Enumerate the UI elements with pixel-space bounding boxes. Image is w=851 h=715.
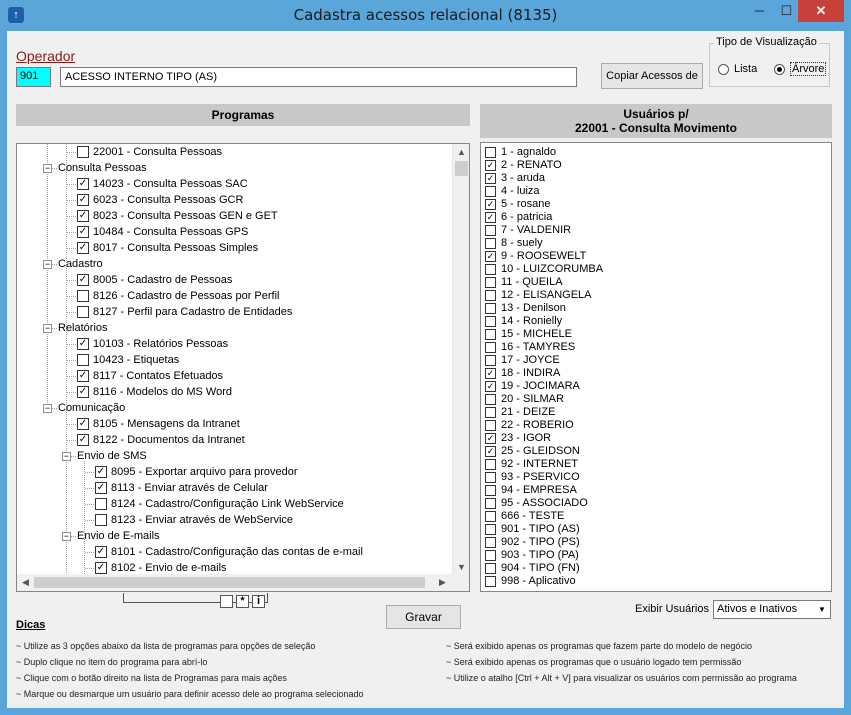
tree-vertical-scrollbar[interactable] (452, 144, 469, 576)
user-checkbox[interactable] (485, 420, 496, 431)
program-label: 8095 - Exportar arquivo para provedor (111, 466, 298, 478)
program-label: 6023 - Consulta Pessoas GCR (93, 194, 244, 206)
program-checkbox[interactable]: ✓ (78, 210, 88, 221)
program-checkbox[interactable]: ✓ (96, 562, 106, 573)
program-checkbox[interactable]: ✓ (78, 242, 88, 253)
user-checkbox[interactable] (485, 485, 496, 496)
program-label: 8126 - Cadastro de Pessoas por Perfil (93, 290, 280, 302)
program-label: 8102 - Envio de e-mails (111, 562, 227, 574)
user-label: 10 - LUIZCORUMBA (501, 263, 604, 275)
program-checkbox[interactable]: ✓ (78, 386, 88, 397)
tree-group-label: Cadastro (58, 258, 103, 270)
program-label: 8127 - Perfil para Cadastro de Entidades (93, 306, 293, 318)
tree-option-star-button[interactable]: * (236, 595, 249, 608)
user-checkbox[interactable] (485, 186, 496, 197)
user-label: 9 - ROOSEWELT (501, 250, 587, 262)
scroll-left-icon[interactable]: ◀ (22, 577, 29, 587)
exibir-usuarios-label: Exibir Usuários (635, 603, 709, 615)
program-label: 8122 - Documentos da Intranet (93, 434, 245, 446)
user-checkbox[interactable] (485, 576, 496, 587)
user-label: 18 - INDIRA (501, 367, 561, 379)
user-label: 902 - TIPO (PS) (501, 536, 580, 548)
tree-group-label: Envio de E-mails (77, 530, 160, 542)
user-checkbox[interactable] (485, 472, 496, 483)
program-checkbox[interactable] (77, 290, 89, 302)
user-label: 6 - patricia (501, 211, 553, 223)
tree-hscroll-thumb[interactable] (34, 577, 425, 588)
user-checkbox[interactable] (485, 342, 496, 353)
radio-arvore[interactable] (774, 64, 785, 75)
tree-horizontal-scrollbar[interactable] (17, 574, 470, 591)
program-label: 22001 - Consulta Pessoas (93, 146, 223, 158)
tree-group-label: Comunicação (58, 402, 126, 414)
user-checkbox[interactable]: ✓ (486, 199, 495, 209)
user-checkbox[interactable] (485, 394, 496, 405)
program-label: 10103 - Relatórios Pessoas (93, 338, 229, 350)
radio-arvore-label[interactable]: Árvore (792, 63, 825, 75)
operador-code-input[interactable]: 901 (16, 67, 51, 87)
minimize-button[interactable]: ─ (754, 3, 765, 18)
radio-lista[interactable] (718, 64, 729, 75)
user-checkbox[interactable]: ✓ (486, 446, 495, 456)
user-checkbox[interactable]: ✓ (486, 173, 495, 183)
user-label: 13 - Denilson (501, 302, 566, 314)
user-label: 95 - ASSOCIADO (501, 497, 588, 509)
usuarios-header-line2: 22001 - Consulta Movimento (574, 121, 738, 135)
program-checkbox[interactable]: ✓ (78, 418, 88, 429)
dica-item: ~ Será exibido apenas os programas que o usuário logado tem permissão (446, 657, 742, 667)
dica-item: ~ Utilize as 3 opções abaixo da lista de programas para opções de seleção (16, 641, 316, 651)
user-label: 20 - SILMAR (501, 393, 564, 405)
program-label: 8124 - Cadastro/Configuração Link WebService (111, 498, 344, 510)
program-checkbox[interactable] (95, 514, 107, 526)
program-checkbox[interactable]: ✓ (78, 194, 88, 205)
user-label: 25 - GLEIDSON (501, 445, 580, 457)
program-label: 8005 - Cadastro de Pessoas (93, 274, 233, 286)
dica-item: ~ Será exibido apenas os programas que fazem parte do modelo de negócio (446, 641, 752, 651)
tree-expander-icon[interactable]: − (63, 451, 70, 461)
user-checkbox[interactable] (485, 290, 496, 301)
tree-option-i-button[interactable]: i (252, 595, 265, 608)
usuarios-list[interactable] (480, 142, 832, 592)
tree-expander-icon[interactable]: − (44, 163, 51, 173)
user-checkbox[interactable] (485, 537, 496, 548)
user-checkbox[interactable]: ✓ (486, 251, 495, 261)
dica-item: ~ Clique com o botão direito na lista de Programas para mais ações (16, 673, 287, 683)
user-label: 14 - Ronielly (501, 315, 563, 327)
client-area (7, 31, 844, 708)
tree-vscroll-thumb[interactable] (455, 161, 468, 176)
user-label: 901 - TIPO (AS) (501, 523, 580, 535)
user-checkbox[interactable] (485, 524, 496, 535)
tree-expander-icon[interactable]: − (63, 531, 70, 541)
tree-group-label: Envio de SMS (77, 450, 147, 462)
user-label: 23 - IGOR (501, 432, 552, 444)
user-checkbox[interactable] (485, 563, 496, 574)
user-checkbox[interactable]: ✓ (486, 381, 495, 391)
program-checkbox[interactable]: ✓ (78, 274, 88, 285)
gravar-button[interactable]: Gravar (386, 605, 461, 629)
usuarios-header (480, 104, 832, 138)
user-checkbox[interactable] (485, 459, 496, 470)
user-label: 15 - MICHELE (501, 328, 572, 340)
user-label: 12 - ELISANGELA (501, 289, 592, 301)
program-checkbox[interactable] (77, 146, 89, 158)
program-label: 8101 - Cadastro/Configuração das contas de e-mail (111, 546, 363, 558)
user-checkbox[interactable]: ✓ (486, 368, 495, 378)
close-button[interactable]: ✕ (798, 0, 844, 22)
tree-group-label: Consulta Pessoas (58, 162, 147, 174)
tree-group-label: Relatórios (58, 322, 108, 334)
exibir-usuarios-select[interactable] (713, 600, 831, 619)
user-checkbox[interactable] (485, 316, 496, 327)
program-checkbox[interactable]: ✓ (96, 546, 106, 557)
user-checkbox[interactable] (485, 498, 496, 509)
program-checkbox[interactable]: ✓ (78, 370, 88, 381)
program-label: 10423 - Etiquetas (93, 354, 180, 366)
program-label: 10484 - Consulta Pessoas GPS (93, 226, 249, 238)
dica-item: ~ Marque ou desmarque um usuário para definir acesso dele ao programa selecionado (16, 689, 364, 699)
user-label: 16 - TAMYRES (501, 341, 576, 353)
user-label: 1 - agnaldo (501, 146, 557, 158)
user-checkbox[interactable] (485, 355, 496, 366)
user-label: 903 - TIPO (PA) (501, 549, 579, 561)
operador-label: Operador (16, 48, 76, 64)
user-checkbox[interactable]: ✓ (486, 160, 495, 170)
user-checkbox[interactable] (485, 238, 496, 249)
scroll-right-icon[interactable]: ▶ (439, 577, 446, 587)
dica-item: ~ Duplo clique no item do programa para abrí-lo (16, 657, 208, 667)
app-icon: ↑ (8, 7, 24, 23)
user-checkbox[interactable]: ✓ (486, 212, 495, 222)
user-label: 3 - aruda (501, 172, 546, 184)
user-checkbox[interactable] (485, 225, 496, 236)
tree-option-blank-button[interactable] (220, 595, 233, 608)
program-checkbox[interactable]: ✓ (96, 482, 106, 493)
user-checkbox[interactable] (485, 264, 496, 275)
program-label: 8123 - Enviar através de WebService (111, 514, 293, 526)
user-checkbox[interactable] (485, 147, 496, 158)
operador-name-input[interactable]: ACESSO INTERNO TIPO (AS) (60, 67, 577, 87)
user-checkbox[interactable] (485, 511, 496, 522)
user-label: 5 - rosane (501, 198, 551, 210)
user-checkbox[interactable] (485, 329, 496, 340)
user-checkbox[interactable] (485, 407, 496, 418)
user-checkbox[interactable] (485, 277, 496, 288)
program-checkbox[interactable]: ✓ (78, 434, 88, 445)
program-label: 8116 - Modelos do MS Word (93, 386, 232, 398)
tree-expander-icon[interactable]: − (44, 259, 51, 269)
title-bar[interactable] (0, 0, 851, 31)
user-label: 998 - Aplicativo (501, 575, 576, 587)
user-checkbox[interactable] (485, 303, 496, 314)
user-label: 22 - ROBERIO (501, 419, 574, 431)
program-checkbox[interactable]: ✓ (96, 466, 106, 477)
program-label: 8017 - Consulta Pessoas Simples (93, 242, 259, 254)
program-checkbox[interactable] (77, 354, 89, 366)
scroll-down-icon[interactable]: ▼ (457, 562, 466, 572)
user-label: 93 - PSERVICO (501, 471, 580, 483)
program-label: 8105 - Mensagens da Intranet (93, 418, 240, 430)
user-label: 94 - EMPRESA (501, 484, 577, 496)
user-label: 92 - INTERNET (501, 458, 579, 470)
tree-expander-icon[interactable]: − (44, 323, 51, 333)
exibir-selected-value: Ativos e Inativos (717, 603, 798, 615)
program-checkbox[interactable] (95, 498, 107, 510)
program-checkbox[interactable] (77, 306, 89, 318)
chevron-down-icon[interactable]: ▼ (818, 605, 826, 614)
scroll-up-icon[interactable]: ▲ (457, 147, 466, 157)
visualizacao-title: Tipo de Visualização (716, 36, 817, 48)
maximize-button[interactable]: ☐ (780, 3, 793, 18)
usuarios-header-line1: Usuários p/ (623, 107, 689, 121)
window-title: Cadastra acessos relacional (8135) (293, 6, 558, 24)
user-label: 7 - VALDENIR (501, 224, 572, 236)
program-checkbox[interactable]: ✓ (78, 226, 88, 237)
dica-item: ~ Utilize o atalho [Ctrl + Alt + V] para visualizar os usuários com permissão ao programa (446, 673, 797, 683)
programas-header: Programas (16, 104, 470, 126)
program-label: 14023 - Consulta Pessoas SAC (93, 178, 248, 190)
radio-lista-label[interactable]: Lista (734, 63, 758, 75)
user-label: 4 - luiza (501, 185, 540, 197)
program-label: 8023 - Consulta Pessoas GEN e GET (93, 210, 278, 222)
user-label: 666 - TESTE (501, 510, 565, 522)
tree-expander-icon[interactable]: − (44, 403, 51, 413)
user-label: 19 - JOCIMARA (501, 380, 580, 392)
programas-tree[interactable] (16, 143, 470, 592)
program-checkbox[interactable]: ✓ (78, 338, 88, 349)
program-checkbox[interactable]: ✓ (78, 178, 88, 189)
copiar-acessos-button[interactable]: Copiar Acessos de (601, 63, 703, 89)
user-label: 8 - suely (501, 237, 543, 249)
user-checkbox[interactable] (485, 550, 496, 561)
user-label: 2 - RENATO (501, 159, 562, 171)
dicas-title: Dicas (16, 619, 46, 631)
user-label: 17 - JOYCE (501, 354, 560, 366)
user-checkbox[interactable]: ✓ (486, 433, 495, 443)
program-label: 8113 - Enviar através de Celular (111, 482, 268, 494)
user-label: 904 - TIPO (FN) (501, 562, 580, 574)
program-label: 8117 - Contatos Efetuados (93, 370, 224, 382)
user-label: 11 - QUEILA (501, 276, 563, 288)
user-label: 21 - DEIZE (501, 406, 556, 418)
